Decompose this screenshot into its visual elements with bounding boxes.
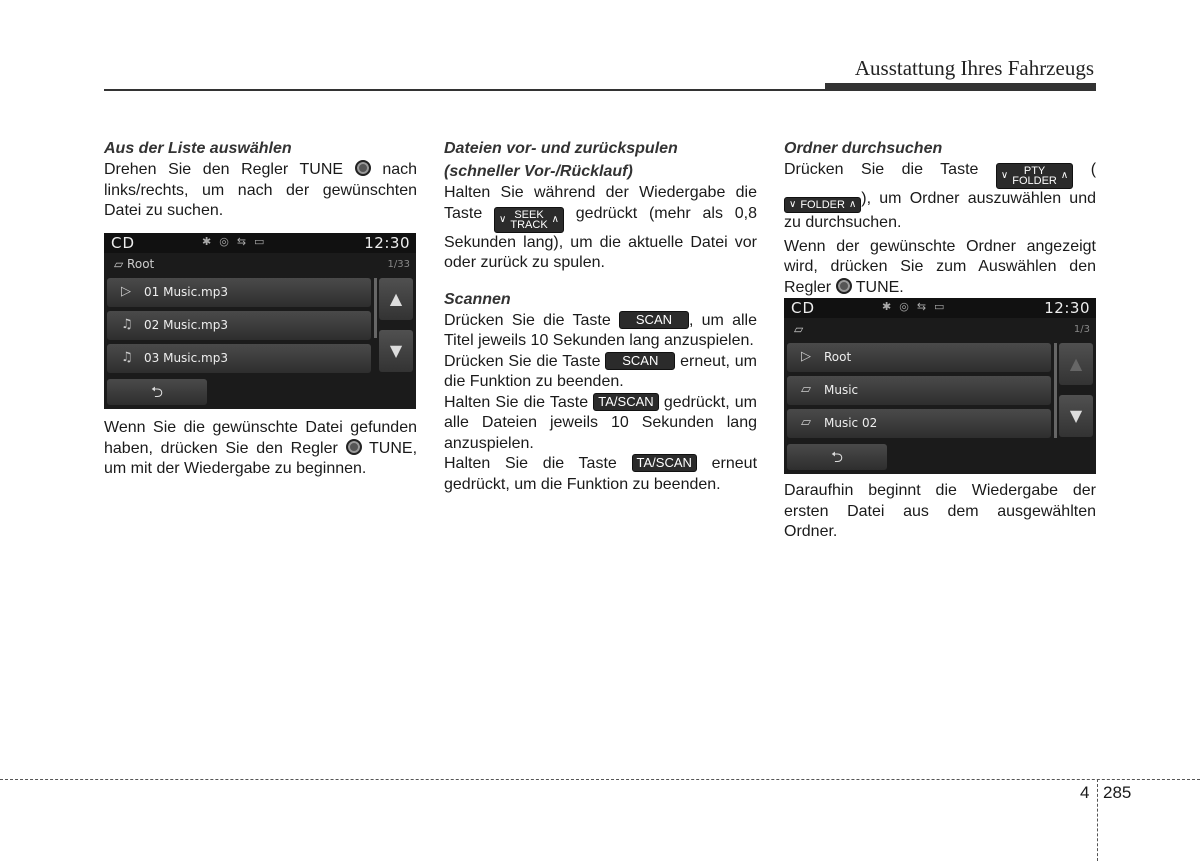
status-bar [104,233,416,253]
paragraph [444,393,757,455]
scrollbar[interactable] [374,278,377,338]
status-bar [784,298,1096,318]
chevron-up-icon: ∧ [1060,170,1069,181]
text: nach links/rechts, um nach der gewünschten Datei zu suchen. [104,161,418,219]
key-label: TRACK [510,218,548,231]
page-number: 285 [1103,783,1132,802]
text: erneut, um die Funktion zu beenden. [444,352,758,390]
paragraph [784,160,1096,234]
chevron-down-icon: ∨ [499,213,507,225]
text: TUNE. [855,278,904,296]
chapter-number: 4 [1080,783,1090,802]
section-heading: Aus der Liste auswählen [104,140,292,157]
text: erneut gedrückt, um die Funktion zu beenden. [444,455,758,493]
text: Drücken Sie die Taste [444,352,601,370]
paragraph: Daraufhin beginnt die Wiedergabe der ersten Datei aus dem ausgewählten Ordner. [784,482,1096,540]
folder-open-icon: ▱ Root [114,257,155,271]
folder-open-icon: ▱ [794,322,804,336]
pty-folder-key [996,163,1073,189]
text: ), um Ordner auszuwählen und zu durchsuchen. [784,190,1096,231]
section-heading: Scannen [444,290,511,308]
list-item[interactable] [787,409,1051,438]
column-3 [784,137,1096,298]
item-label: Music [824,383,859,397]
footer-rule [0,779,1200,780]
list-item[interactable] [787,343,1051,372]
text: Wenn Sie die gewünschte Datei gefunden haben, drücken Sie den Regler [104,419,417,457]
clock: 12:30 [364,234,410,252]
scan-key: SCAN [605,352,675,370]
tune-knob-icon [346,439,362,455]
tune-knob-icon [836,278,852,294]
list-item[interactable] [107,311,371,340]
source-label: CD [791,299,816,317]
chevron-down-icon: ∨ [789,199,797,210]
text: TUNE, um mit der Wiedergabe zu beginnen. [104,439,418,477]
paragraph [104,160,417,222]
display-screen-folder-list [784,298,1096,474]
chevron-up-icon: ∧ [848,199,857,210]
display-screen-file-list [104,233,416,409]
text: ( [1090,161,1097,178]
ta-scan-key: TA/SCAN [593,393,658,411]
list-item[interactable] [107,278,371,307]
play-icon: ▷ [121,284,131,299]
scroll-up-button[interactable]: ▲ [1059,343,1093,385]
paragraph [444,311,757,352]
status-icons: ✱◎⇆▭ [202,235,273,248]
scroll-down-button[interactable]: ▼ [379,330,413,372]
header-title: Ausstattung Ihres Fahrzeugs [854,56,1094,80]
text: Drehen Sie den Regler TUNE [104,161,344,178]
section-heading: Dateien vor- und zurückspulen (schneller Vor-/Rücklauf) [444,140,678,180]
paragraph [444,454,757,495]
scrollbar[interactable] [1054,343,1057,438]
clock: 12:30 [1044,299,1090,317]
footer-divider [1097,779,1098,861]
key-label: FOLDER [1012,175,1057,187]
status-icons: ✱◎⇆▭ [882,300,953,313]
text: Halten Sie während der Wiedergabe die Taste [444,184,757,222]
source-label: CD [111,234,136,252]
scroll-down-button[interactable]: ▼ [1059,395,1093,437]
item-label: 01 Music.mp3 [144,285,228,299]
item-label: 02 Music.mp3 [144,318,228,332]
scan-key: SCAN [619,311,689,329]
play-icon: ▷ [801,349,811,364]
text: , um alle Titel jeweils 10 Sekunden lang anzuspielen. [444,311,757,349]
column-1 [104,137,417,222]
path-label: Root [127,257,155,271]
column-2 [444,137,757,495]
key-label: SEEK [514,208,544,221]
page-indicator: 1/3 [1073,324,1090,335]
column-3-lower [784,481,1096,543]
back-button[interactable] [107,379,207,405]
item-label: Root [824,350,852,364]
text: Wenn der gewünschte Ordner angezeigt wird, drücken Sie zum Auswählen den Regler [784,237,1096,296]
paragraph [444,352,757,393]
folder-icon: ▱ [801,415,811,430]
chevron-down-icon: ∨ [1000,170,1009,181]
text: Drücken Sie die Taste [784,161,979,178]
seek-track-key [494,207,564,233]
header-rule [104,89,1096,91]
item-label: Music 02 [824,416,878,430]
list-item[interactable] [107,344,371,373]
music-note-icon: ♫ [121,350,133,365]
back-button[interactable] [787,444,887,470]
page-indicator: 1/33 [387,259,410,270]
section-heading: Ordner durchsuchen [784,140,943,157]
key-label: PTY [1023,165,1046,177]
tune-knob-icon [355,160,371,176]
path-bar [104,254,416,276]
path-bar [784,319,1096,341]
back-arrow-icon: ⮌ [150,383,163,401]
text: Halten Sie die Taste [444,455,617,472]
back-arrow-icon: ⮌ [830,448,843,466]
ta-scan-key: TA/SCAN [632,454,697,472]
item-label: 03 Music.mp3 [144,351,228,365]
paragraph [104,418,417,480]
paragraph [444,183,757,274]
folder-icon: ▱ [801,382,811,397]
paragraph [784,237,1096,299]
column-1-lower [104,418,417,480]
music-note-icon: ♫ [121,317,133,332]
text: Halten Sie die Taste [444,393,589,411]
list-item[interactable] [787,376,1051,405]
scroll-up-button[interactable]: ▲ [379,278,413,320]
key-label: FOLDER [800,199,845,211]
chevron-up-icon: ∧ [551,213,559,225]
folder-key [784,197,861,213]
text: gedrückt (mehr als 0,8 Sekunden lang), um die aktuelle Datei vor oder zurück zu spulen. [444,204,757,271]
text: gedrückt, um alle Dateien jeweils 10 Sekunden lang anzuspielen. [444,393,758,452]
text: Drücken Sie die Taste [444,311,611,329]
